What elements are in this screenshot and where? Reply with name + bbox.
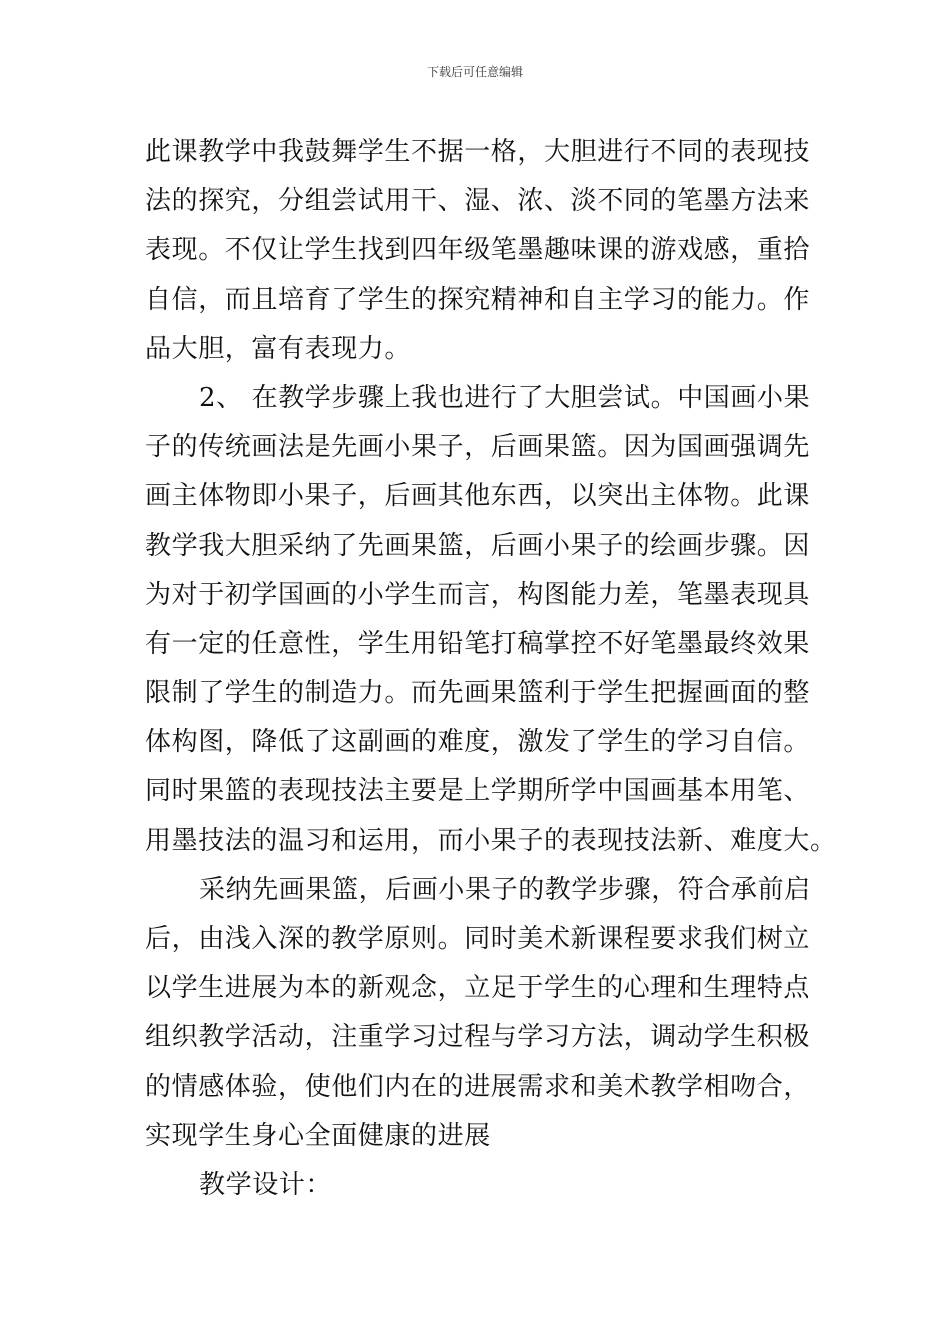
body-line: 有一定的任意性，学生用铅笔打稿掌控不好笔墨最终效果 bbox=[145, 628, 811, 659]
body-line: 用墨技法的温习和运用，而小果子的表现技法新、难度大。 bbox=[145, 825, 837, 856]
body-line: 品大胆，富有表现力。 bbox=[145, 333, 412, 364]
body-line: 法的探究，分组尝试用干、湿、浓、淡不同的笔墨方法来 bbox=[145, 186, 811, 217]
body-line: 的情感体验，使他们内在的进展需求和美术教学相吻合， bbox=[145, 1071, 811, 1102]
body-line: 2、 在教学步骤上我也进行了大胆尝试。中国画小果 bbox=[199, 382, 811, 413]
body-line: 画主体物即小果子，后画其他东西，以突出主体物。此课 bbox=[145, 481, 811, 512]
body-line: 以学生进展为本的新观念，立足于学生的心理和生理特点 bbox=[145, 973, 811, 1004]
body-line: 表现。不仅让学生找到四年级笔墨趣味课的游戏感，重拾 bbox=[145, 235, 811, 266]
body-line: 限制了学生的制造力。而先画果篮利于学生把握画面的整 bbox=[145, 678, 811, 709]
page-header: 下载后可任意编辑 bbox=[426, 65, 523, 79]
body-line: 教学我大胆采纳了先画果篮，后画小果子的绘画步骤。因 bbox=[145, 530, 811, 561]
body-line: 为对于初学国画的小学生而言，构图能力差，笔墨表现具 bbox=[145, 579, 811, 610]
body-line: 子的传统画法是先画小果子，后画果篮。因为国画强调先 bbox=[145, 432, 811, 463]
section-heading: 教学设计： bbox=[199, 1169, 333, 1200]
body-line: 同时果篮的表现技法主要是上学期所学中国画基本用笔、 bbox=[145, 776, 811, 807]
body-line: 此课教学中我鼓舞学生不据一格，大胆进行不同的表现技 bbox=[145, 137, 811, 167]
document-body bbox=[145, 128, 837, 1210]
body-line: 自信，而且培育了学生的探究精神和自主学习的能力。作 bbox=[145, 284, 811, 315]
body-line: 实现学生身心全面健康的进展 bbox=[145, 1120, 491, 1151]
body-line: 后，由浅入深的教学原则。同时美术新课程要求我们树立 bbox=[145, 924, 811, 954]
body-line: 体构图，降低了这副画的难度，激发了学生的学习自信。 bbox=[145, 727, 811, 758]
body-line: 采纳先画果篮，后画小果子的教学步骤，符合承前启 bbox=[199, 874, 811, 905]
body-line: 组织教学活动，注重学习过程与学习方法，调动学生积极 bbox=[145, 1022, 811, 1053]
